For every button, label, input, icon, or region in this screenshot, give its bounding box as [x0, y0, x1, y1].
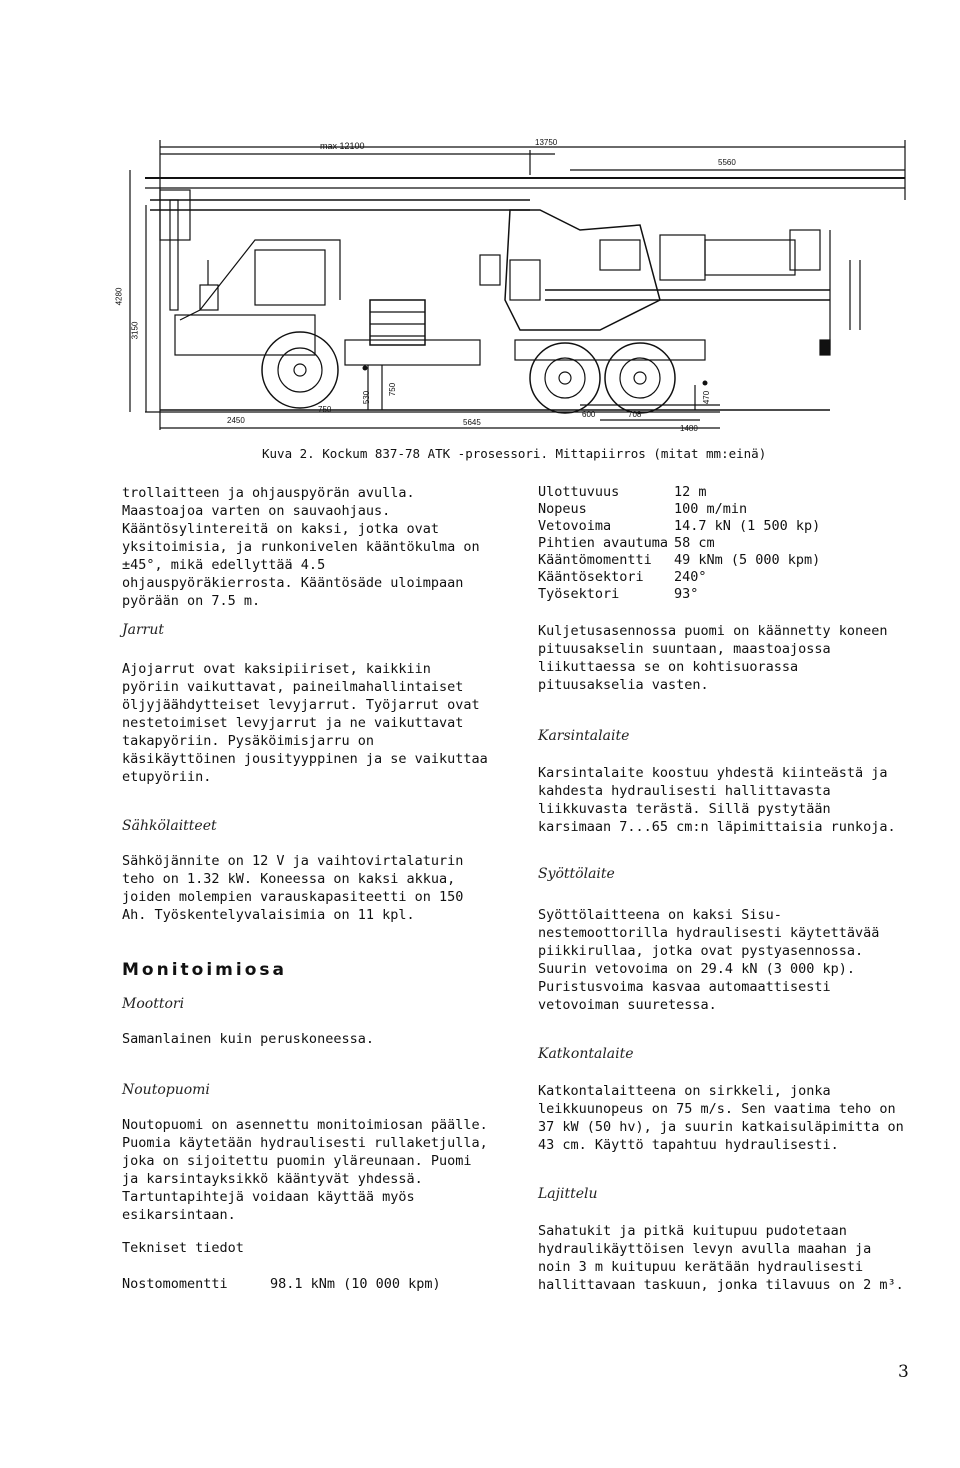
heading-monitoimiosa: Monitoimiosa [122, 960, 287, 980]
spec-value: 49 kNm (5 000 kpm) [674, 552, 821, 568]
spec-row [538, 518, 918, 535]
dim-max-12100: max 12100 [320, 141, 365, 151]
dim-530: 530 [362, 390, 372, 405]
spec-label: Kääntömomentti [538, 552, 652, 568]
spec-label: Työsektori [538, 586, 620, 602]
intro-paragraph: trollaitteen ja ohjauspyörän avulla. Maastoajoa varten on sauvaohjaus. Kääntösylintereitä on kaksi, jotka ovat yksitoimisia, ja runkonivelen kääntökulma on ±45°, mikä edellyttää 4.5 ohjauspyöräkierrosta. Kääntösäde uloimpaan pyörään on 7.5 m. [122, 485, 488, 609]
katkontalaite-paragraph: Katkontalaitteena on sirkkeli, jonka leikkuunopeus on 75 m/s. Sen vaatima teho on 37 kW (50 hv), ja suurin katkaisuläpimitta on 43 cm. Käyttö tapahtuu hydraulisesti. [538, 1083, 912, 1153]
spec-list [538, 484, 918, 603]
spec-value: 93° [674, 586, 699, 602]
sahkolaitteet-paragraph: Sähköjännite on 12 V ja vaihtovirtalaturin teho on 1.32 kW. Koneessa on kaksi akkua, joiden molempien varauskapasiteetti on 150 Ah. Työskentelyvalaisimia on 11 kpl. [122, 853, 472, 923]
spec-value: 58 cm [674, 535, 715, 551]
machine-drawing [0, 0, 960, 440]
lajittelu-paragraph: Sahatukit ja pitkä kuitupuu pudotetaan hydraulikäyttöisen levyn avulla maahan ja noin 3 m kuitupuu kerätään hydraulisesti hallittavaan taskuun, jonka tilavuus on 2 m³. [538, 1223, 904, 1293]
dim-5560: 5560 [718, 158, 736, 167]
kuljetus-paragraph: Kuljetusasennossa puomi on käännetty koneen pituusakselin suuntaan, maastoajossa liikuttaessa se on kohtisuorassa pituusakselia vasten. [538, 623, 896, 693]
heading-katkontalaite: Katkontalaite [538, 1046, 634, 1062]
spec-row [538, 569, 918, 586]
spec-value: 240° [674, 569, 707, 585]
dim-708: 708 [628, 410, 642, 419]
noutopuomi-paragraph: Noutopuomi on asennettu monitoimiosan päälle. Puomia käytetään hydraulisesti rullaketjulla, joka on sijoitettu puomin yläreunaan. Puomi ja karsintayksikkö kääntyvät yhdessä. Tartuntapihtejä voidaan käyttää myös esikarsintaan. [122, 1117, 496, 1223]
dim-4280: 4280 [114, 287, 124, 306]
karsintalaite-paragraph: Karsintalaite koostuu yhdestä kiinteästä ja kahdesta hydraulisesti hallittavasta liikkuvasta terästä. Sillä pystytään karsimaan 7...65 cm:n läpimittaisia runkoja. [538, 765, 896, 835]
heading-moottori: Moottori [122, 996, 185, 1012]
dim-600: 600 [582, 410, 596, 419]
syottolaite-paragraph: Syöttölaitteena on kaksi Sisu-nestemoottorilla hydraulisesti käytettävää piikkirullaa, jotka ovat pystyasennossa. Suurin vetovoima on 29.4 kN (3 000 kp). Puristusvoima kasvaa automaattisesti vetovoiman suuretessa. [538, 907, 888, 1013]
spec-nostomomentti-value: 98.1 kNm (10 000 kpm) [270, 1276, 441, 1292]
dim-750: 750 [318, 405, 332, 414]
heading-noutopuomi: Noutopuomi [122, 1082, 210, 1098]
spec-label: Nopeus [538, 501, 587, 517]
spec-value: 14.7 kN (1 500 kp) [674, 518, 821, 534]
spec-value: 12 m [674, 484, 707, 500]
spec-value: 100 m/min [674, 501, 748, 517]
spec-label: Pihtien avautuma [538, 535, 669, 551]
spec-label: Ulottuvuus [538, 484, 620, 500]
dim-2450: 2450 [227, 416, 245, 425]
dim-750-vertical: 750 [388, 382, 398, 397]
moottori-paragraph: Samanlainen kuin peruskoneessa. [122, 1031, 374, 1047]
figure-caption: Kuva 2. Kockum 837-78 ATK -prosessori. Mittapiirros (mitat mm:einä) [262, 446, 767, 461]
spec-row [538, 552, 918, 569]
spec-label: Vetovoima [538, 518, 612, 534]
spec-row [538, 535, 918, 552]
heading-sahkolaitteet: Sähkölaitteet [122, 818, 217, 834]
heading-karsintalaite: Karsintalaite [538, 728, 630, 744]
jarrut-paragraph: Ajojarrut ovat kaksipiiriset, kaikkiin pyöriin vaikuttavat, paineilmahallintaiset öljyjäähdytteiset levyjarrut. Työjarrut ovat nestetoimiset levyjarrut ja ne vaikuttavat takapyöriin. Pysäköimisjarru on käsikäyttöinen jousityyppinen ja se vaikuttaa etupyöriin. [122, 661, 496, 785]
dim-1480: 1480 [680, 424, 698, 433]
heading-tekniset-tiedot: Tekniset tiedot [122, 1240, 244, 1256]
spec-row [538, 484, 918, 501]
heading-lajittelu: Lajittelu [538, 1186, 598, 1202]
dim-3150: 3150 [130, 321, 140, 340]
spec-row [538, 586, 918, 603]
heading-syottolaite: Syöttölaite [538, 866, 615, 882]
page-number: 3 [898, 1362, 909, 1382]
dim-5645: 5645 [463, 418, 481, 427]
heading-jarrut: Jarrut [122, 622, 164, 638]
dim-13750: 13750 [535, 138, 558, 147]
spec-nostomomentti-label: Nostomomentti [122, 1276, 228, 1292]
spec-label: Kääntösektori [538, 569, 644, 585]
spec-row [538, 501, 918, 518]
dim-470: 470 [702, 390, 712, 405]
